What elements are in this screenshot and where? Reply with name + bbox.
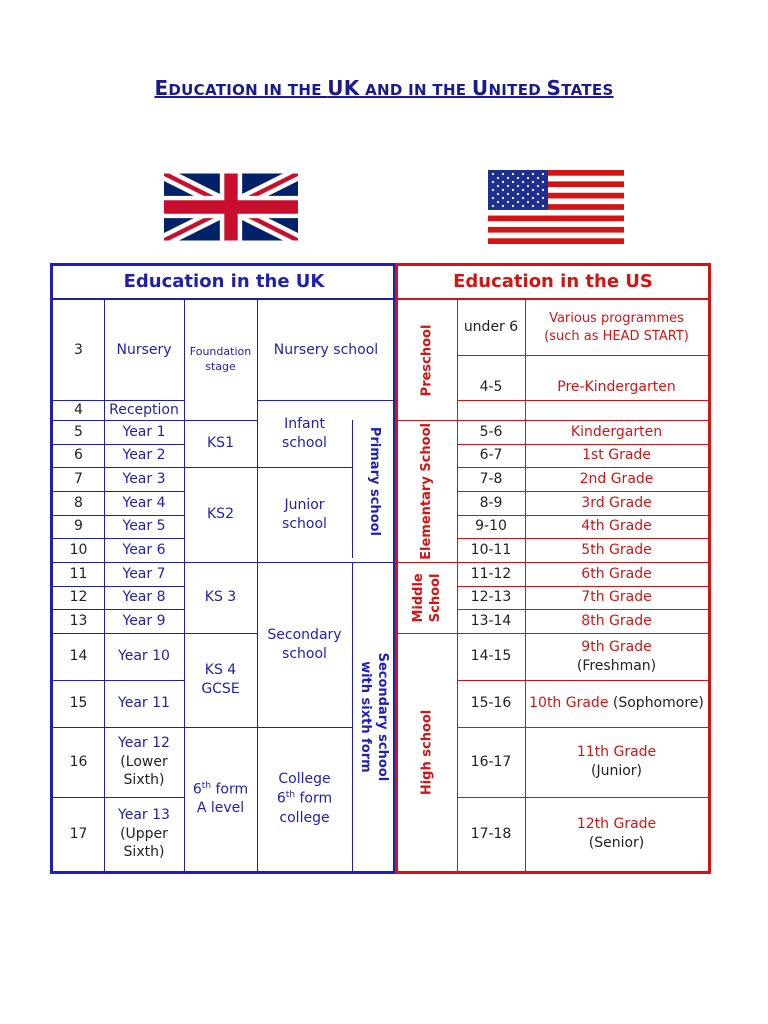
uk-year-cell: Year 3 [122,470,166,487]
us-group-high: High school [419,709,435,795]
uk-year-cell: Year 11 [118,695,170,712]
us-age-cell: 12-13 [470,589,512,606]
uk-year-cell: Reception [109,401,179,418]
us-age-cell: 15-16 [470,695,512,712]
uk-age-cell: 16 [69,753,88,770]
uk-age-cell: 8 [74,494,83,511]
uk-school-nursery: Nursery school [273,341,379,358]
uk-age-cell: 9 [74,518,83,535]
uk-age-cell: 11 [69,565,88,582]
us-group-preschool: Preschool [419,324,435,396]
uk-header: Education in the UK [123,270,325,292]
us-grade-cell: 4th Grade [581,518,652,535]
uk-school-infant: Infant school [282,415,327,451]
uk-stage-ks4: KS 4 GCSE [201,662,240,697]
us-grade-cell: 5th Grade [581,541,652,558]
uk-year-cell: Year 9 [122,612,166,629]
us-age-cell: 11-12 [470,565,512,582]
uk-year-cell: Year 7 [122,565,166,582]
uk-school-secondary: Secondary school [267,626,342,662]
uk-school-junior: Junior school [282,496,327,532]
uk-year-cell: Year 8 [122,589,166,606]
uk-age-cell: 13 [69,612,88,629]
us-age-cell: 9-10 [475,518,507,535]
uk-year-cell: Year 5 [122,518,166,535]
uk-year-cell: Nursery [116,341,172,358]
us-age-cell: 4-5 [479,379,503,396]
us-age-cell: under 6 [463,319,519,336]
us-grade-cell: 7th Grade [581,589,652,606]
uk-year-cell: Year 2 [122,447,166,464]
uk-age-cell: 3 [74,341,83,358]
uk-year-cell: Year 12 (Lower Sixth) [118,734,170,789]
us-grade-cell: 1st Grade [582,447,651,464]
us-grade-cell: 6th Grade [581,565,652,582]
uk-age-cell: 4 [74,401,83,418]
uk-stage-sixth-form: 6th form A level [192,780,249,817]
us-age-cell: 6-7 [479,447,503,464]
uk-stage-foundation: Foundation stage [189,345,252,373]
uk-vertical-secondary: Secondary school with sixth form [358,652,391,781]
us-age-cell: 14-15 [470,648,512,665]
uk-year-cell: Year 4 [122,494,166,511]
us-grade-cell: 2nd Grade [579,470,654,487]
us-grade-cell: 11th Grade (Junior) [576,744,657,779]
uk-age-cell: 17 [69,825,88,842]
us-age-cell: 13-14 [470,612,512,629]
uk-stage-ks1: KS1 [207,435,234,452]
uk-age-cell: 15 [69,695,88,712]
uk-year-cell: Year 6 [122,541,166,558]
uk-age-cell: 5 [74,423,83,440]
uk-age-cell: 10 [69,541,88,558]
us-group-elementary: Elementary School [419,422,435,560]
uk-age-cell: 12 [69,589,88,606]
uk-flag [164,170,298,244]
us-age-cell: 8-9 [479,494,503,511]
uk-age-cell: 7 [74,470,83,487]
us-group-middle: Middle School [410,572,443,623]
us-grade-cell: Kindergarten [570,423,663,440]
us-age-cell: 16-17 [470,753,512,770]
us-age-cell: 10-11 [470,541,512,558]
us-grade-cell: 3rd Grade [581,494,652,511]
uk-year-cell: Year 13 (Upper Sixth) [118,806,170,861]
uk-age-cell: 6 [74,447,83,464]
uk-stage-ks2: KS2 [207,506,234,523]
us-grade-cell: Various programmes (such as HEAD START) [544,310,689,344]
us-grade-cell: 9th Grade (Freshman) [576,638,657,674]
uk-year-cell: Year 10 [118,648,170,665]
us-grade-cell: 10th Grade (Sophomore) [529,695,704,712]
uk-stage-ks3: KS 3 [204,589,237,606]
us-grade-cell: Pre-Kindergarten [557,379,676,396]
page-title: EDUCATION IN THE UK AND IN THE UNITED STATES [154,76,614,100]
uk-year-cell: Year 1 [122,423,166,440]
uk-age-cell: 14 [69,648,88,665]
us-age-cell: 17-18 [470,825,512,842]
us-flag [488,170,624,244]
uk-school-college: College 6th form college [276,771,333,826]
us-grade-cell: 8th Grade [581,612,652,629]
uk-vertical-primary: Primary school [366,426,382,536]
us-age-cell: 5-6 [479,423,503,440]
us-header: Education in the US [453,270,653,292]
us-age-cell: 7-8 [479,470,503,487]
us-grade-cell: 12th Grade (Senior) [576,816,657,851]
